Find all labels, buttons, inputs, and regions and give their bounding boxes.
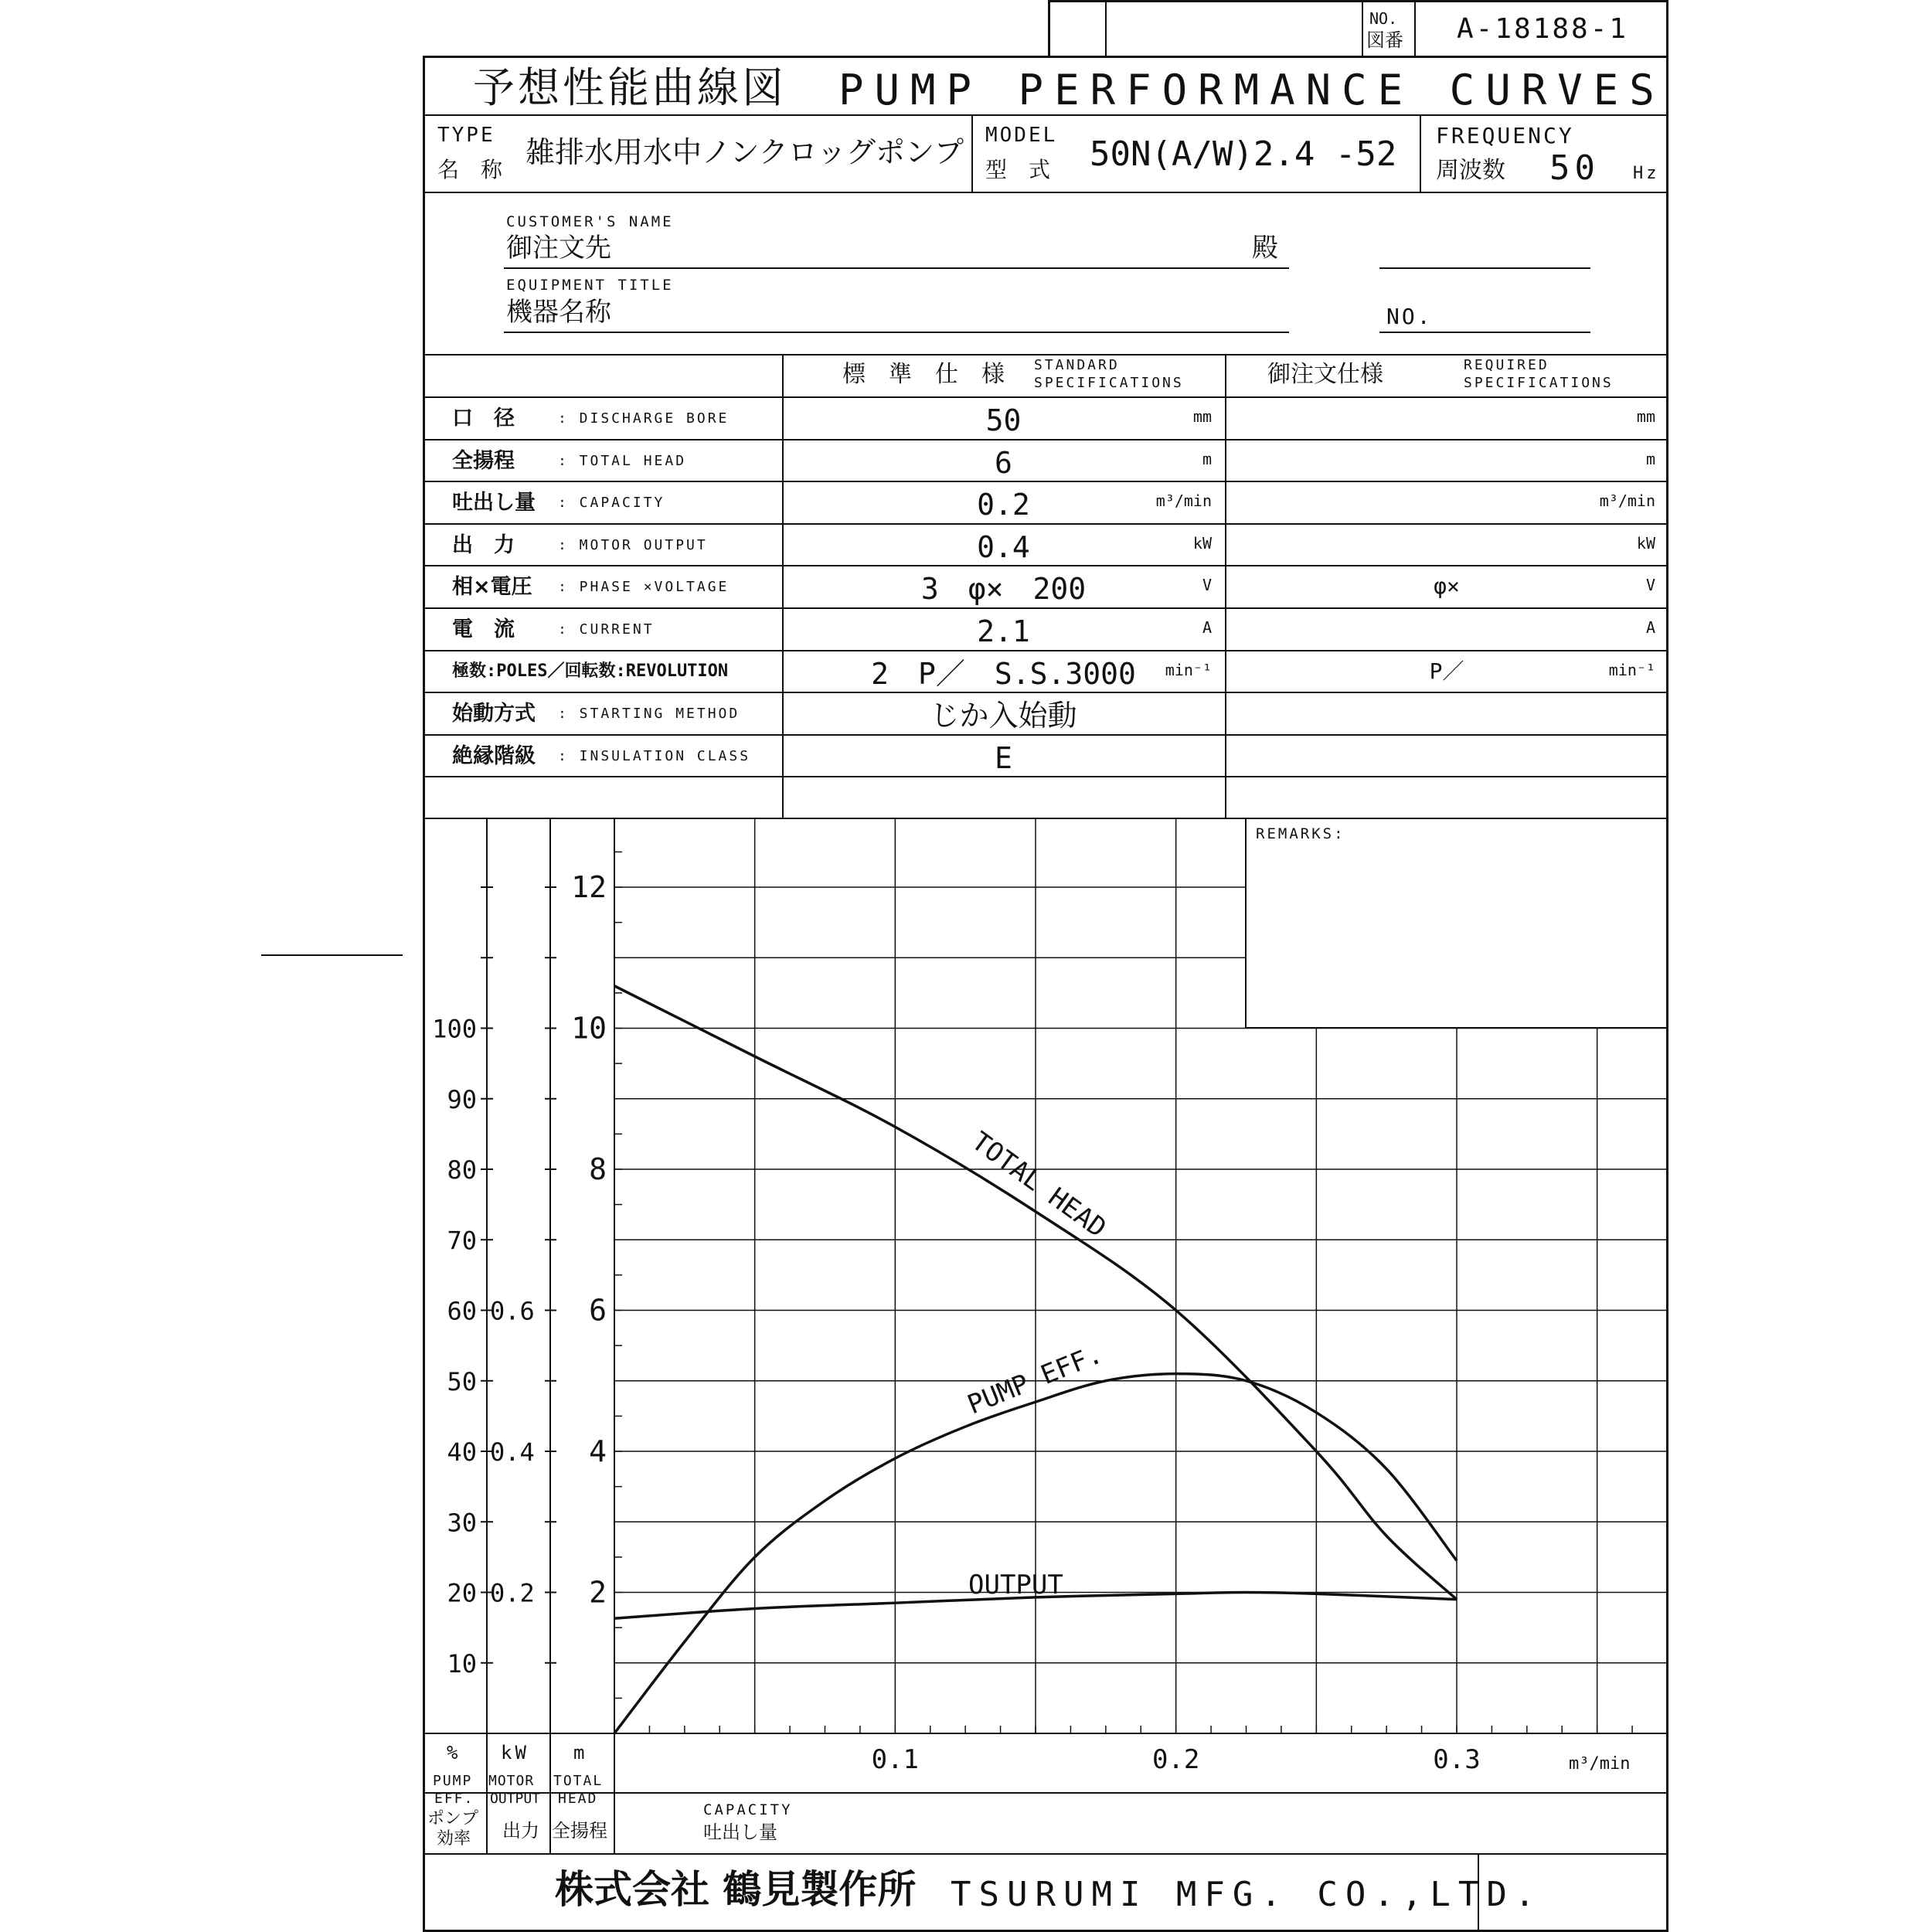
pump-eff-curve-label: PUMP EFF. — [963, 1338, 1107, 1421]
spec-label-jp: 始動方式 — [452, 702, 536, 726]
spec-std-value: 3 φ× 200 — [920, 572, 1087, 607]
eff-tick-label: 80 — [447, 1155, 477, 1185]
spec-std-unit: m — [1202, 449, 1212, 468]
head-tick-label: 6 — [589, 1293, 607, 1328]
frequency-label-jp: 周波数 — [1436, 157, 1505, 184]
model-value: 50N(A/W)2.4 -52 — [1090, 134, 1397, 174]
title-jp: 予想性能曲線図 — [473, 63, 787, 112]
spec-req-unit: A — [1645, 618, 1655, 637]
out-tick-label: 0.2 — [490, 1578, 535, 1608]
eff-tick-label: 60 — [447, 1296, 477, 1326]
eff-label-jp1: ポンプ — [427, 1809, 479, 1828]
spec-label-en: : STARTING METHOD — [558, 706, 740, 723]
spec-label-jp: 全揚程 — [452, 448, 515, 473]
drawing-no-label-en: NO. — [1369, 9, 1398, 28]
eff-unit: % — [447, 1742, 458, 1764]
head-label-en1: TOTAL — [553, 1773, 604, 1789]
spec-label-jp: 吐出し量 — [452, 491, 536, 515]
out-label-en1: MOTOR — [488, 1773, 535, 1789]
margin-mark — [261, 954, 403, 956]
eff-tick-label: 20 — [447, 1578, 477, 1608]
spec-std-value: 2.1 — [977, 614, 1030, 648]
customer-suffix: 殿 — [1252, 233, 1278, 264]
title-en: PUMP PERFORMANCE CURVES — [838, 66, 1665, 114]
capacity-label-jp: 吐出し量 — [703, 1821, 777, 1843]
x-tick-label: 0.1 — [871, 1744, 920, 1775]
spec-std-unit: A — [1202, 618, 1212, 637]
spec-req-unit: m — [1645, 449, 1655, 468]
spec-std-value: 0.4 — [977, 529, 1030, 564]
eff-tick-label: 50 — [447, 1366, 477, 1396]
spec-label-jp: 出 力 — [452, 532, 515, 557]
spec-label-jp: 絶縁階級 — [452, 743, 536, 768]
type-value: 雑排水用水中ノンクロッグポンプ — [526, 135, 964, 169]
spec-req-unit: kW — [1636, 533, 1655, 553]
eff-tick-label: 70 — [447, 1226, 477, 1256]
output-curve-label: OUTPUT — [968, 1570, 1063, 1600]
eff-tick-label: 30 — [447, 1508, 477, 1538]
spec-std-unit: kW — [1192, 533, 1212, 553]
spec-std-value: じか入始動 — [930, 699, 1077, 733]
out-unit: kW — [501, 1742, 529, 1764]
eff-tick-label: 10 — [447, 1648, 477, 1679]
eff-label-jp2: 効率 — [437, 1829, 471, 1849]
out-label-jp: 出力 — [502, 1820, 539, 1842]
customer-label-en: CUSTOMER'S NAME — [506, 213, 674, 230]
spec-label-jp: 口 径 — [452, 406, 515, 430]
spec-std-value: 6 — [995, 445, 1012, 480]
spec-req-unit: m³/min — [1599, 492, 1655, 511]
spec-std-value: 2 P／ S.S.3000 — [871, 656, 1136, 691]
spec-label-en: : CAPACITY — [558, 495, 665, 512]
eff-tick-label: 100 — [432, 1014, 477, 1044]
spec-std-value: 0.2 — [977, 488, 1030, 522]
eff-label-en2: EFF. — [434, 1791, 474, 1807]
remarks-label: REMARKS: — [1256, 825, 1345, 842]
spec-label-en: : CURRENT — [558, 621, 655, 638]
head-label-jp: 全揚程 — [552, 1820, 607, 1842]
head-tick-label: 4 — [589, 1434, 607, 1468]
eff-tick-label: 90 — [447, 1084, 477, 1114]
capacity-unit: m³/min — [1569, 1754, 1631, 1774]
spec-label-en: : TOTAL HEAD — [558, 452, 687, 469]
spec-label-jp: 極数:POLES／回転数:REVOLUTION — [452, 661, 729, 681]
std-spec-header-en2: SPECIFICATIONS — [1034, 375, 1184, 391]
equipment-no-label: NO. — [1386, 304, 1433, 329]
total-head-curve-label: TOTAL HEAD — [965, 1125, 1112, 1244]
req-spec-header-jp: 御注文仕様 — [1267, 361, 1383, 388]
model-label-en: MODEL — [985, 124, 1058, 147]
spec-label-jp: 相×電圧 — [452, 575, 532, 600]
req-spec-header-en1: REQUIRED — [1464, 357, 1549, 373]
x-tick-label: 0.3 — [1433, 1744, 1481, 1775]
equipment-label-jp: 機器名称 — [506, 297, 611, 328]
spec-label-jp: 電 流 — [452, 617, 515, 641]
capacity-label-en: CAPACITY — [703, 1801, 793, 1818]
spec-std-unit: mm — [1192, 407, 1212, 426]
eff-label-en1: PUMP — [433, 1773, 473, 1789]
drawing-number: A-18188-1 — [1457, 13, 1629, 45]
head-tick-label: 8 — [589, 1152, 607, 1186]
eff-tick-label: 40 — [447, 1437, 477, 1467]
company-name-en: TSURUMI MFG. CO.,LTD. — [951, 1875, 1543, 1914]
divider — [423, 1853, 1668, 1855]
std-spec-header-jp: 標 準 仕 様 — [842, 361, 1005, 388]
frequency-unit: Hz — [1633, 164, 1660, 183]
out-label-en2: OUTPUT — [490, 1791, 541, 1807]
head-label-en2: HEAD — [558, 1791, 598, 1807]
spec-std-unit: min⁻¹ — [1165, 660, 1212, 679]
frequency-label-en: FREQUENCY — [1436, 123, 1574, 148]
out-tick-label: 0.4 — [490, 1437, 535, 1467]
out-tick-label: 0.6 — [490, 1296, 535, 1326]
head-tick-label: 10 — [571, 1011, 607, 1046]
spec-std-value: 50 — [985, 403, 1022, 437]
chart-grid — [614, 819, 1668, 1733]
frequency-value: 50 — [1549, 148, 1600, 188]
spec-req-unit: min⁻¹ — [1608, 660, 1655, 679]
head-tick-label: 12 — [571, 870, 607, 904]
spec-req-unit: mm — [1636, 407, 1655, 426]
type-label-en: TYPE — [437, 124, 495, 147]
spec-req-unit: V — [1645, 576, 1655, 595]
spec-std-unit: V — [1202, 576, 1212, 595]
spec-label-en: : INSULATION CLASS — [558, 747, 751, 764]
head-unit: m — [573, 1742, 585, 1764]
drawing-no-label-jp: 図番 — [1366, 29, 1403, 51]
spec-req-value: φ× — [1434, 573, 1460, 600]
head-tick-label: 2 — [589, 1575, 607, 1610]
model-label-jp: 型 式 — [985, 157, 1051, 182]
spec-label-en: : DISCHARGE BORE — [558, 410, 730, 427]
spec-label-en: : MOTOR OUTPUT — [558, 536, 708, 553]
std-spec-header-en1: STANDARD — [1034, 357, 1120, 373]
spec-req-value: P／ — [1429, 658, 1464, 684]
spec-label-en: : PHASE ×VOLTAGE — [558, 579, 730, 596]
x-tick-label: 0.2 — [1151, 1744, 1200, 1775]
equipment-label-en: EQUIPMENT TITLE — [506, 277, 674, 294]
req-spec-header-en2: SPECIFICATIONS — [1464, 375, 1614, 391]
customer-label-jp: 御注文先 — [506, 233, 611, 264]
spec-std-unit: m³/min — [1155, 492, 1212, 511]
company-name-jp: 株式会社 鶴見製作所 — [555, 1866, 917, 1912]
spec-std-value: E — [995, 740, 1012, 775]
type-label-jp: 名 称 — [437, 157, 503, 182]
